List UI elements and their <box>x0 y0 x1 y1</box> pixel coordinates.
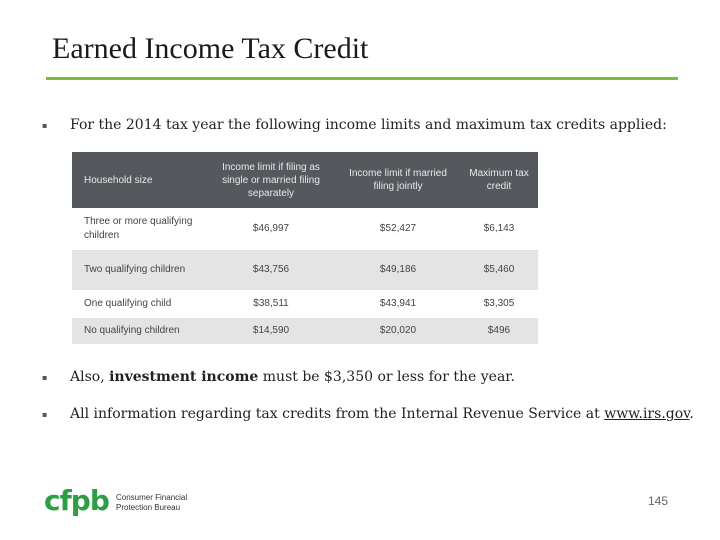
cell-max-credit: $496 <box>460 318 538 344</box>
cell-limit-joint: $43,941 <box>336 290 460 318</box>
cfpb-logo-text <box>116 493 196 513</box>
cell-limit-single: $43,756 <box>206 250 336 290</box>
cell-limit-single: $38,511 <box>206 290 336 318</box>
bullet-text-irs-info <box>70 406 694 422</box>
cell-limit-joint: $20,020 <box>336 318 460 344</box>
eitc-table <box>72 152 538 344</box>
header-max-credit: Maximum tax credit <box>460 152 538 208</box>
page-number: 145 <box>647 494 668 508</box>
bullet-text-part: . <box>689 406 694 422</box>
bullet-text-part: must be $3,350 or less for the year. <box>258 369 515 385</box>
bullet-text-bold: investment income <box>109 369 259 385</box>
slide-title: Earned Income Tax Credit <box>52 32 369 65</box>
cell-household: Two qualifying children <box>72 250 206 290</box>
table-row <box>72 318 538 344</box>
bullet-text-part: Also, <box>70 369 110 385</box>
cell-max-credit: $6,143 <box>460 208 538 250</box>
cell-household: One qualifying child <box>72 290 206 318</box>
cell-max-credit: $5,460 <box>460 250 538 290</box>
bullet-text-part: All information regarding tax credits from the Internal Revenue Service at <box>70 406 605 422</box>
cell-limit-joint: $49,186 <box>336 250 460 290</box>
cell-household: Three or more qualifying children <box>72 208 206 250</box>
table-row <box>72 208 538 250</box>
cell-household: No qualifying children <box>72 318 206 344</box>
bullet-text-income-limits: For the 2014 tax year the following income limits and maximum tax credits applied: <box>70 117 667 133</box>
irs-link[interactable]: www.irs.gov <box>604 406 690 422</box>
header-income-limit-single: Income limit if filing as single or married filing separately <box>206 152 336 208</box>
title-underline <box>46 77 678 80</box>
cfpb-logo <box>44 484 188 518</box>
table-header-row <box>72 152 538 208</box>
cell-limit-single: $14,590 <box>206 318 336 344</box>
bullet-marker: ▪ <box>42 410 48 419</box>
cell-max-credit: $3,305 <box>460 290 538 318</box>
cell-limit-joint: $52,427 <box>336 208 460 250</box>
logo-line-1: Consumer Financial <box>116 493 188 502</box>
table-row <box>72 250 538 290</box>
table-row <box>72 290 538 318</box>
bullet-marker: ▪ <box>42 373 48 382</box>
bullet-marker: ▪ <box>42 121 48 130</box>
bullet-text-investment-income <box>70 369 515 385</box>
header-income-limit-joint: Income limit if married filing jointly <box>336 152 460 208</box>
header-household-size: Household size <box>72 152 206 208</box>
logo-line-2: Protection Bureau <box>116 503 181 512</box>
cfpb-logo-mark: cfpb <box>44 484 109 517</box>
cell-limit-single: $46,997 <box>206 208 336 250</box>
